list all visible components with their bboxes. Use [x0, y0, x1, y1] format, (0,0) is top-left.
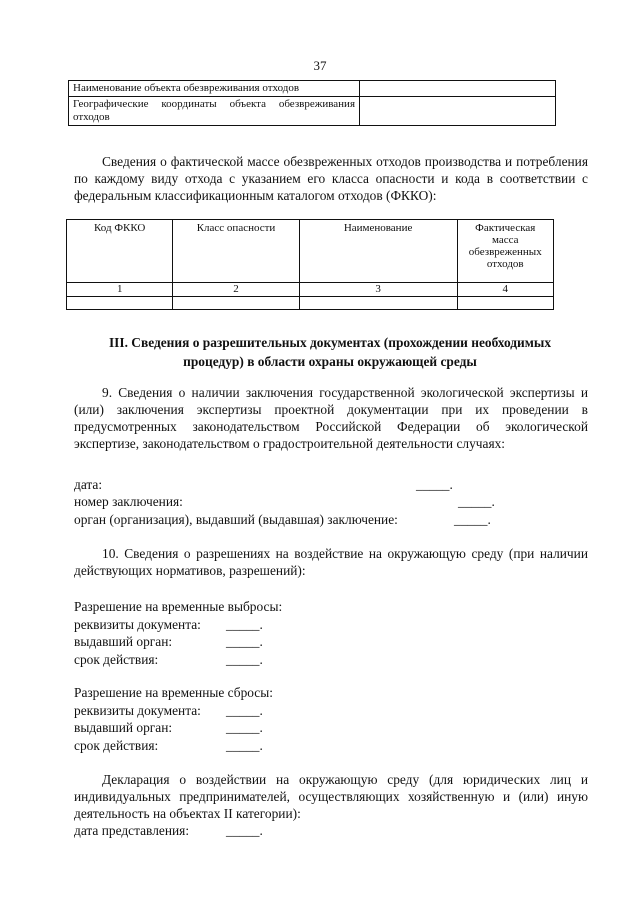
column-header-name: Наименование — [299, 220, 457, 283]
object-info-table — [68, 80, 556, 126]
mass-paragraph: Сведения о фактической массе обезвреженных отходов производства и потребления по каждому виду отхода с указанием его класса опасности и кода в соответствии с федеральным классификационным каталогом отходов (ФККО): — [74, 154, 588, 203]
declaration-paragraph: Декларация о воздействии на окружающую среду (для юридических лиц и индивидуальных предпринимателей, осуществляющих хозяйственную и (или) иную деятельность на объектах II категории): — [74, 772, 588, 821]
discharges-issuer-field: _____. — [226, 720, 263, 735]
table-cell — [457, 297, 553, 310]
object-coordinates-label: Географические координаты объекта обезвреживания отходов — [69, 97, 360, 126]
column-number: 3 — [299, 283, 457, 297]
table-row — [69, 81, 556, 97]
conclusion-number-field: _____. — [458, 494, 495, 509]
column-header-hazard-class: Класс опасности — [173, 220, 299, 283]
emissions-validity-field: _____. — [226, 652, 263, 667]
page-number: 37 — [313, 58, 327, 73]
emissions-details-label: реквизиты документа: — [74, 617, 201, 632]
discharges-validity-field: _____. — [226, 738, 263, 753]
column-header-actual-mass: Фактическая масса обезвреженных отходов — [457, 220, 553, 283]
conclusion-organ-label: орган (организация), выдавший (выдавшая) заключение: — [74, 512, 398, 527]
emissions-permit-title: Разрешение на временные выбросы: — [74, 599, 283, 614]
discharges-permit-title: Разрешение на временные сбросы: — [74, 685, 273, 700]
table-cell — [173, 297, 299, 310]
conclusion-organ-field: _____. — [454, 512, 491, 527]
column-number: 1 — [67, 283, 173, 297]
column-header-fkko-code: Код ФККО — [67, 220, 173, 283]
emissions-issuer-label: выдавший орган: — [74, 634, 173, 649]
object-name-value — [360, 81, 556, 97]
table-number-row — [67, 283, 554, 297]
discharges-validity-label: срок действия: — [74, 738, 159, 753]
conclusion-date-field: _____. — [416, 477, 453, 492]
table-header-row — [67, 220, 554, 283]
table-row — [67, 297, 554, 310]
emissions-issuer-field: _____. — [226, 634, 263, 649]
column-number: 2 — [173, 283, 299, 297]
item-9-paragraph: 9. Сведения о наличии заключения государственной экологической экспертизы и (или) заключения экспертизы проектной документации при их проведении в предусмотренных законодательством Российской Федерации об экологической экспертизе, законодательством о градостроительной деятельности случаях: — [74, 385, 588, 451]
item-10-paragraph: 10. Сведения о разрешениях на воздействие на окружающую среду (при наличии действующих нормативов, разрешений): — [74, 546, 588, 578]
emissions-details-field: _____. — [226, 617, 263, 632]
discharges-details-field: _____. — [226, 703, 263, 718]
object-name-label: Наименование объекта обезвреживания отходов — [69, 81, 360, 97]
column-number: 4 — [457, 283, 553, 297]
conclusion-date-label: дата: — [74, 477, 103, 492]
conclusion-number-label: номер заключения: — [74, 494, 183, 509]
declaration-date-label: дата представления: — [74, 823, 190, 838]
table-row — [69, 97, 556, 126]
declaration-date-field: _____. — [226, 823, 263, 838]
object-coordinates-value — [360, 97, 556, 126]
emissions-validity-label: срок действия: — [74, 652, 159, 667]
section-heading: III. Сведения о разрешительных документах (прохождении необходимых процедур) в области охраны окружающей среды — [108, 335, 552, 369]
discharges-details-label: реквизиты документа: — [74, 703, 201, 718]
table-cell — [299, 297, 457, 310]
table-cell — [67, 297, 173, 310]
waste-mass-table — [66, 219, 554, 310]
discharges-issuer-label: выдавший орган: — [74, 720, 173, 735]
